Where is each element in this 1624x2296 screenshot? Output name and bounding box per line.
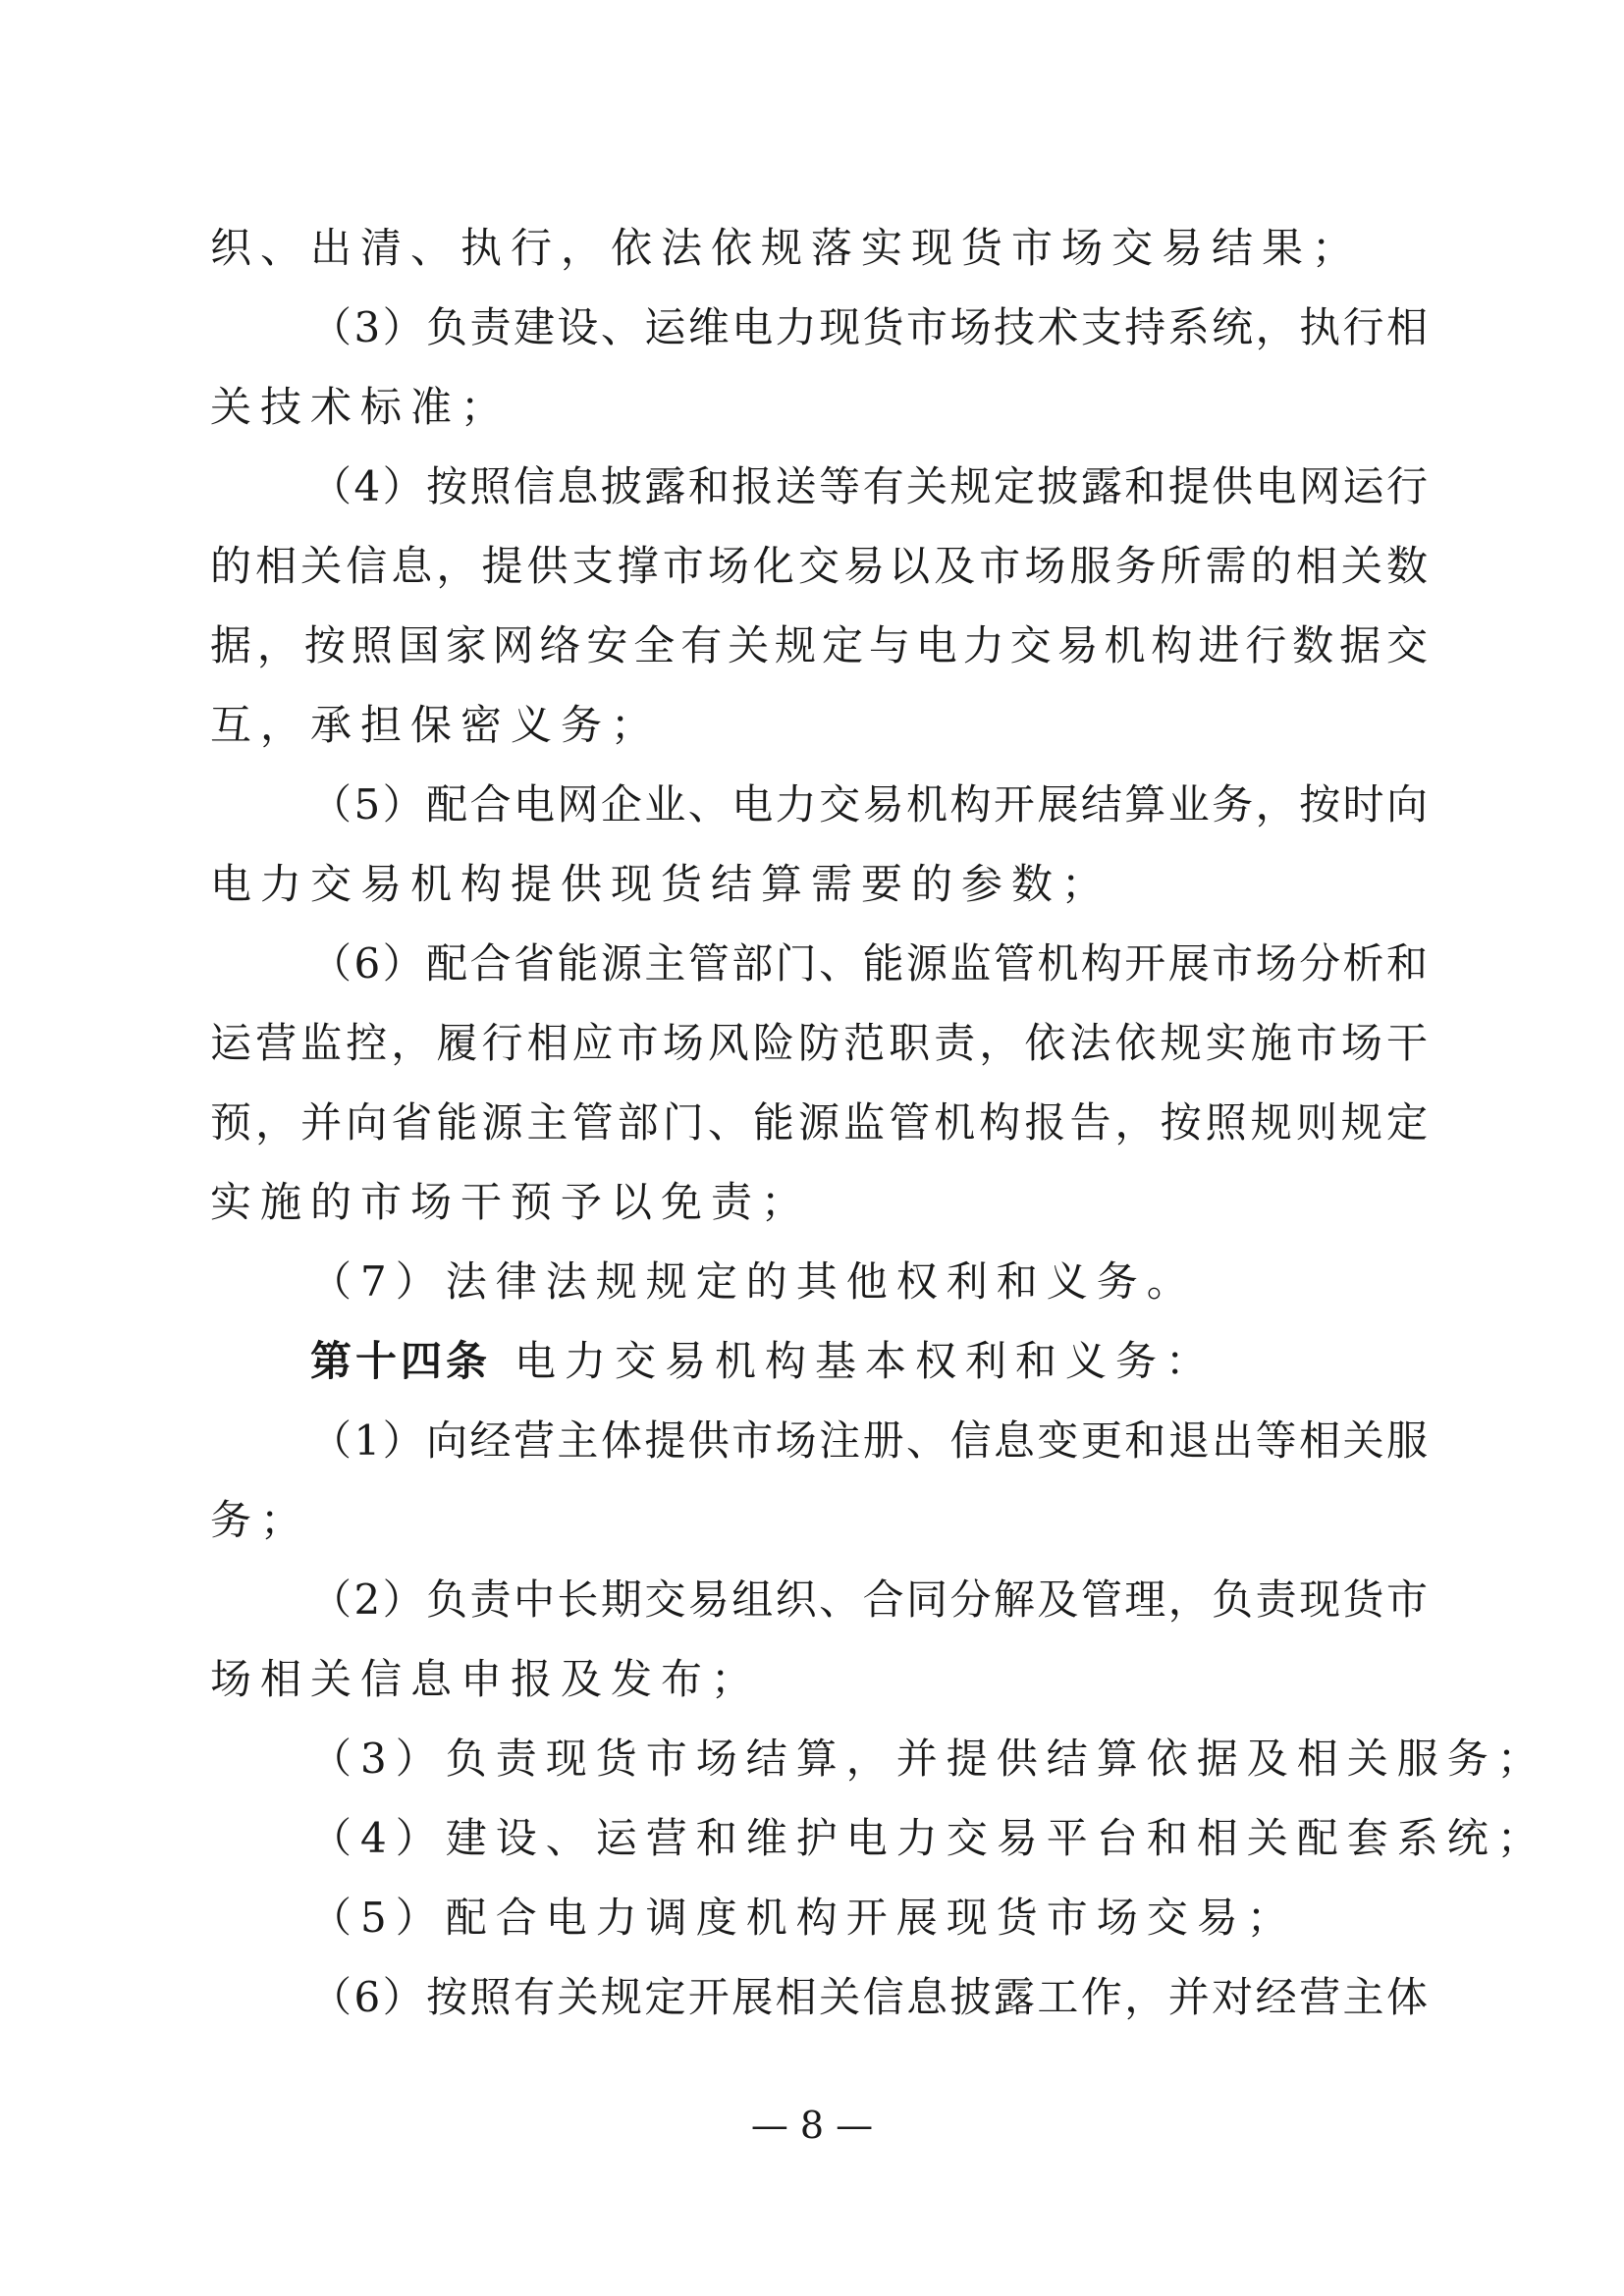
text-line: （3）负责现货市场结算，并提供结算依据及相关服务； (310, 1735, 1547, 1783)
text-line: 的相关信息，提供支撑市场化交易以及市场服务所需的相关数 (210, 542, 1428, 590)
text-line: （6）按照有关规定开展相关信息披露工作，并对经营主体 (310, 1973, 1428, 2021)
article-label: 第十四条 (310, 1337, 492, 1385)
text-line: （4）建设、运营和维护电力交易平台和相关配套系统； (310, 1814, 1547, 1862)
text-line: 务； (210, 1496, 311, 1544)
text-line: 互，承担保密义务； (210, 701, 662, 749)
text-line: 据，按照国家网络安全有关规定与电力交易机构进行数据交 (210, 621, 1428, 669)
text-line: 运营监控，履行相应市场风险防范职责，依法依规实施市场干 (210, 1019, 1428, 1067)
text-line: （3）负责建设、运维电力现货市场技术支持系统，执行相 (310, 303, 1428, 351)
text-line: （5）配合电网企业、电力交易机构开展结算业务，按时向 (310, 780, 1428, 828)
text-line: 电力交易机构提供现货结算需要的参数； (210, 860, 1112, 908)
page-number: — 8 — (750, 2104, 874, 2147)
text-line: （2）负责中长期交易组织、合同分解及管理，负责现货市 (310, 1575, 1428, 1624)
text-line: （7）法律法规规定的其他权利和义务。 (310, 1257, 1197, 1306)
text-line: 场相关信息申报及发布； (210, 1655, 762, 1703)
text-line: （5）配合电力调度机构开展现货市场交易； (310, 1894, 1297, 1942)
text-line: 实施的市场干预予以免责； (210, 1178, 812, 1226)
text-line: （1）向经营主体提供市场注册、信息变更和退出等相关服 (310, 1416, 1428, 1465)
article-heading (310, 1322, 1428, 1401)
text-line: 预，并向省能源主管部门、能源监管机构报告，按照规则规定 (210, 1098, 1428, 1147)
text-line: 关技术标准； (210, 383, 512, 431)
text-line: 织、出清、执行，依法依规落实现货市场交易结果； (210, 224, 1363, 272)
text-line: （4）按照信息披露和报送等有关规定披露和提供电网运行 (310, 462, 1428, 510)
text-line: （6）配合省能源主管部门、能源监管机构开展市场分析和 (310, 939, 1428, 988)
article-text: 电力交易机构基本权利和义务： (514, 1337, 1217, 1385)
